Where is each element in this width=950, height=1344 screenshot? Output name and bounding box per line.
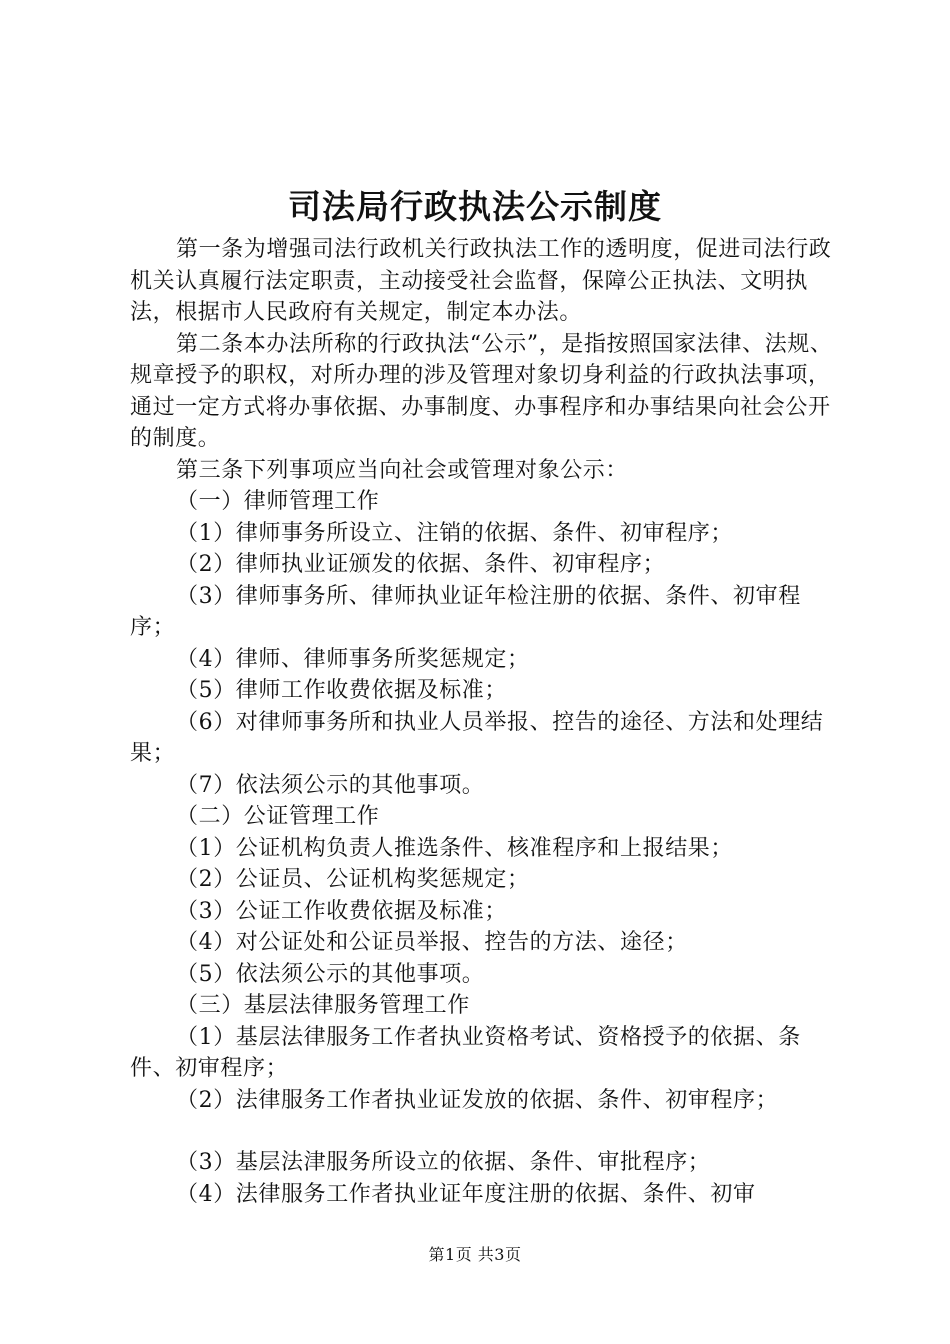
article-3-paragraph: 第三条下列事项应当向社会或管理对象公示： bbox=[176, 457, 629, 483]
list-item: （3）基层法津服务所设立的依据、条件、审批程序； bbox=[176, 1150, 711, 1175]
list-item: （1）基层法律服务工作者执业资格考试、资格授予的依据、条件、初审程序； bbox=[130, 1024, 801, 1081]
section-grassroots-heading: （三）基层法律服务管理工作 bbox=[176, 993, 470, 1018]
list-item: （4）法律服务工作者执业证年度注册的依据、条件、初审 bbox=[176, 1181, 756, 1207]
list-item: （3）公证工作收费依据及标准； bbox=[176, 898, 507, 924]
list-item: （4）律师、律师事务所奖惩规定； bbox=[176, 646, 530, 672]
blank-line bbox=[130, 1116, 842, 1147]
page-footer: 第1页 共3页 bbox=[428, 1245, 522, 1264]
list-item: （2）法律服务工作者执业证发放的依据、条件、初审程序； bbox=[176, 1087, 779, 1113]
list-item: （5）律师工作收费依据及标准； bbox=[176, 678, 507, 703]
list-item: （3）律师事务所、律师执业证年检注册的依据、条件、初审程序； bbox=[130, 583, 801, 640]
list-item: （2）公证员、公证机构奖惩规定； bbox=[176, 867, 530, 892]
list-item: （2）律师执业证颁发的依据、条件、初审程序； bbox=[176, 552, 666, 577]
article-1-paragraph: 第一条为增强司法行政机关行政执法工作的透明度，促进司法行政机关认真履行法定职责，主动接受社会监督，保障公正执法、文明执法，根据市人民政府有关规定，制定本办法。 bbox=[130, 237, 832, 325]
list-item: （7）依法须公示的其他事项。 bbox=[176, 772, 485, 798]
list-item: （4）对公证处和公证员举报、控告的方法、途径； bbox=[176, 930, 688, 955]
list-item: （5）依法须公示的其他事项。 bbox=[176, 961, 485, 987]
document-title: 司法局行政执法公示制度 bbox=[288, 187, 662, 226]
list-item: （1）律师事务所设立、注销的依据、条件、初审程序； bbox=[176, 520, 733, 546]
article-2-paragraph: 第二条本办法所称的行政执法“公示”，是指按照国家法律、法规、规章授予的职权，对所办理的涉及管理对象切身利益的行政执法事项，通过一定方式将办事依据、办事制度、办事程序和办事结果向社会公开的制度。 bbox=[130, 331, 833, 451]
document-body bbox=[130, 234, 842, 1210]
section-notary-heading: （二）公证管理工作 bbox=[176, 804, 380, 829]
list-item: （1）公证机构负责人推选条件、核准程序和上报结果； bbox=[176, 835, 733, 861]
list-item: （6）对律师事务所和执业人员举报、控告的途径、方法和处理结果； bbox=[130, 709, 824, 766]
section-lawyer-heading: （一）律师管理工作 bbox=[176, 489, 380, 514]
